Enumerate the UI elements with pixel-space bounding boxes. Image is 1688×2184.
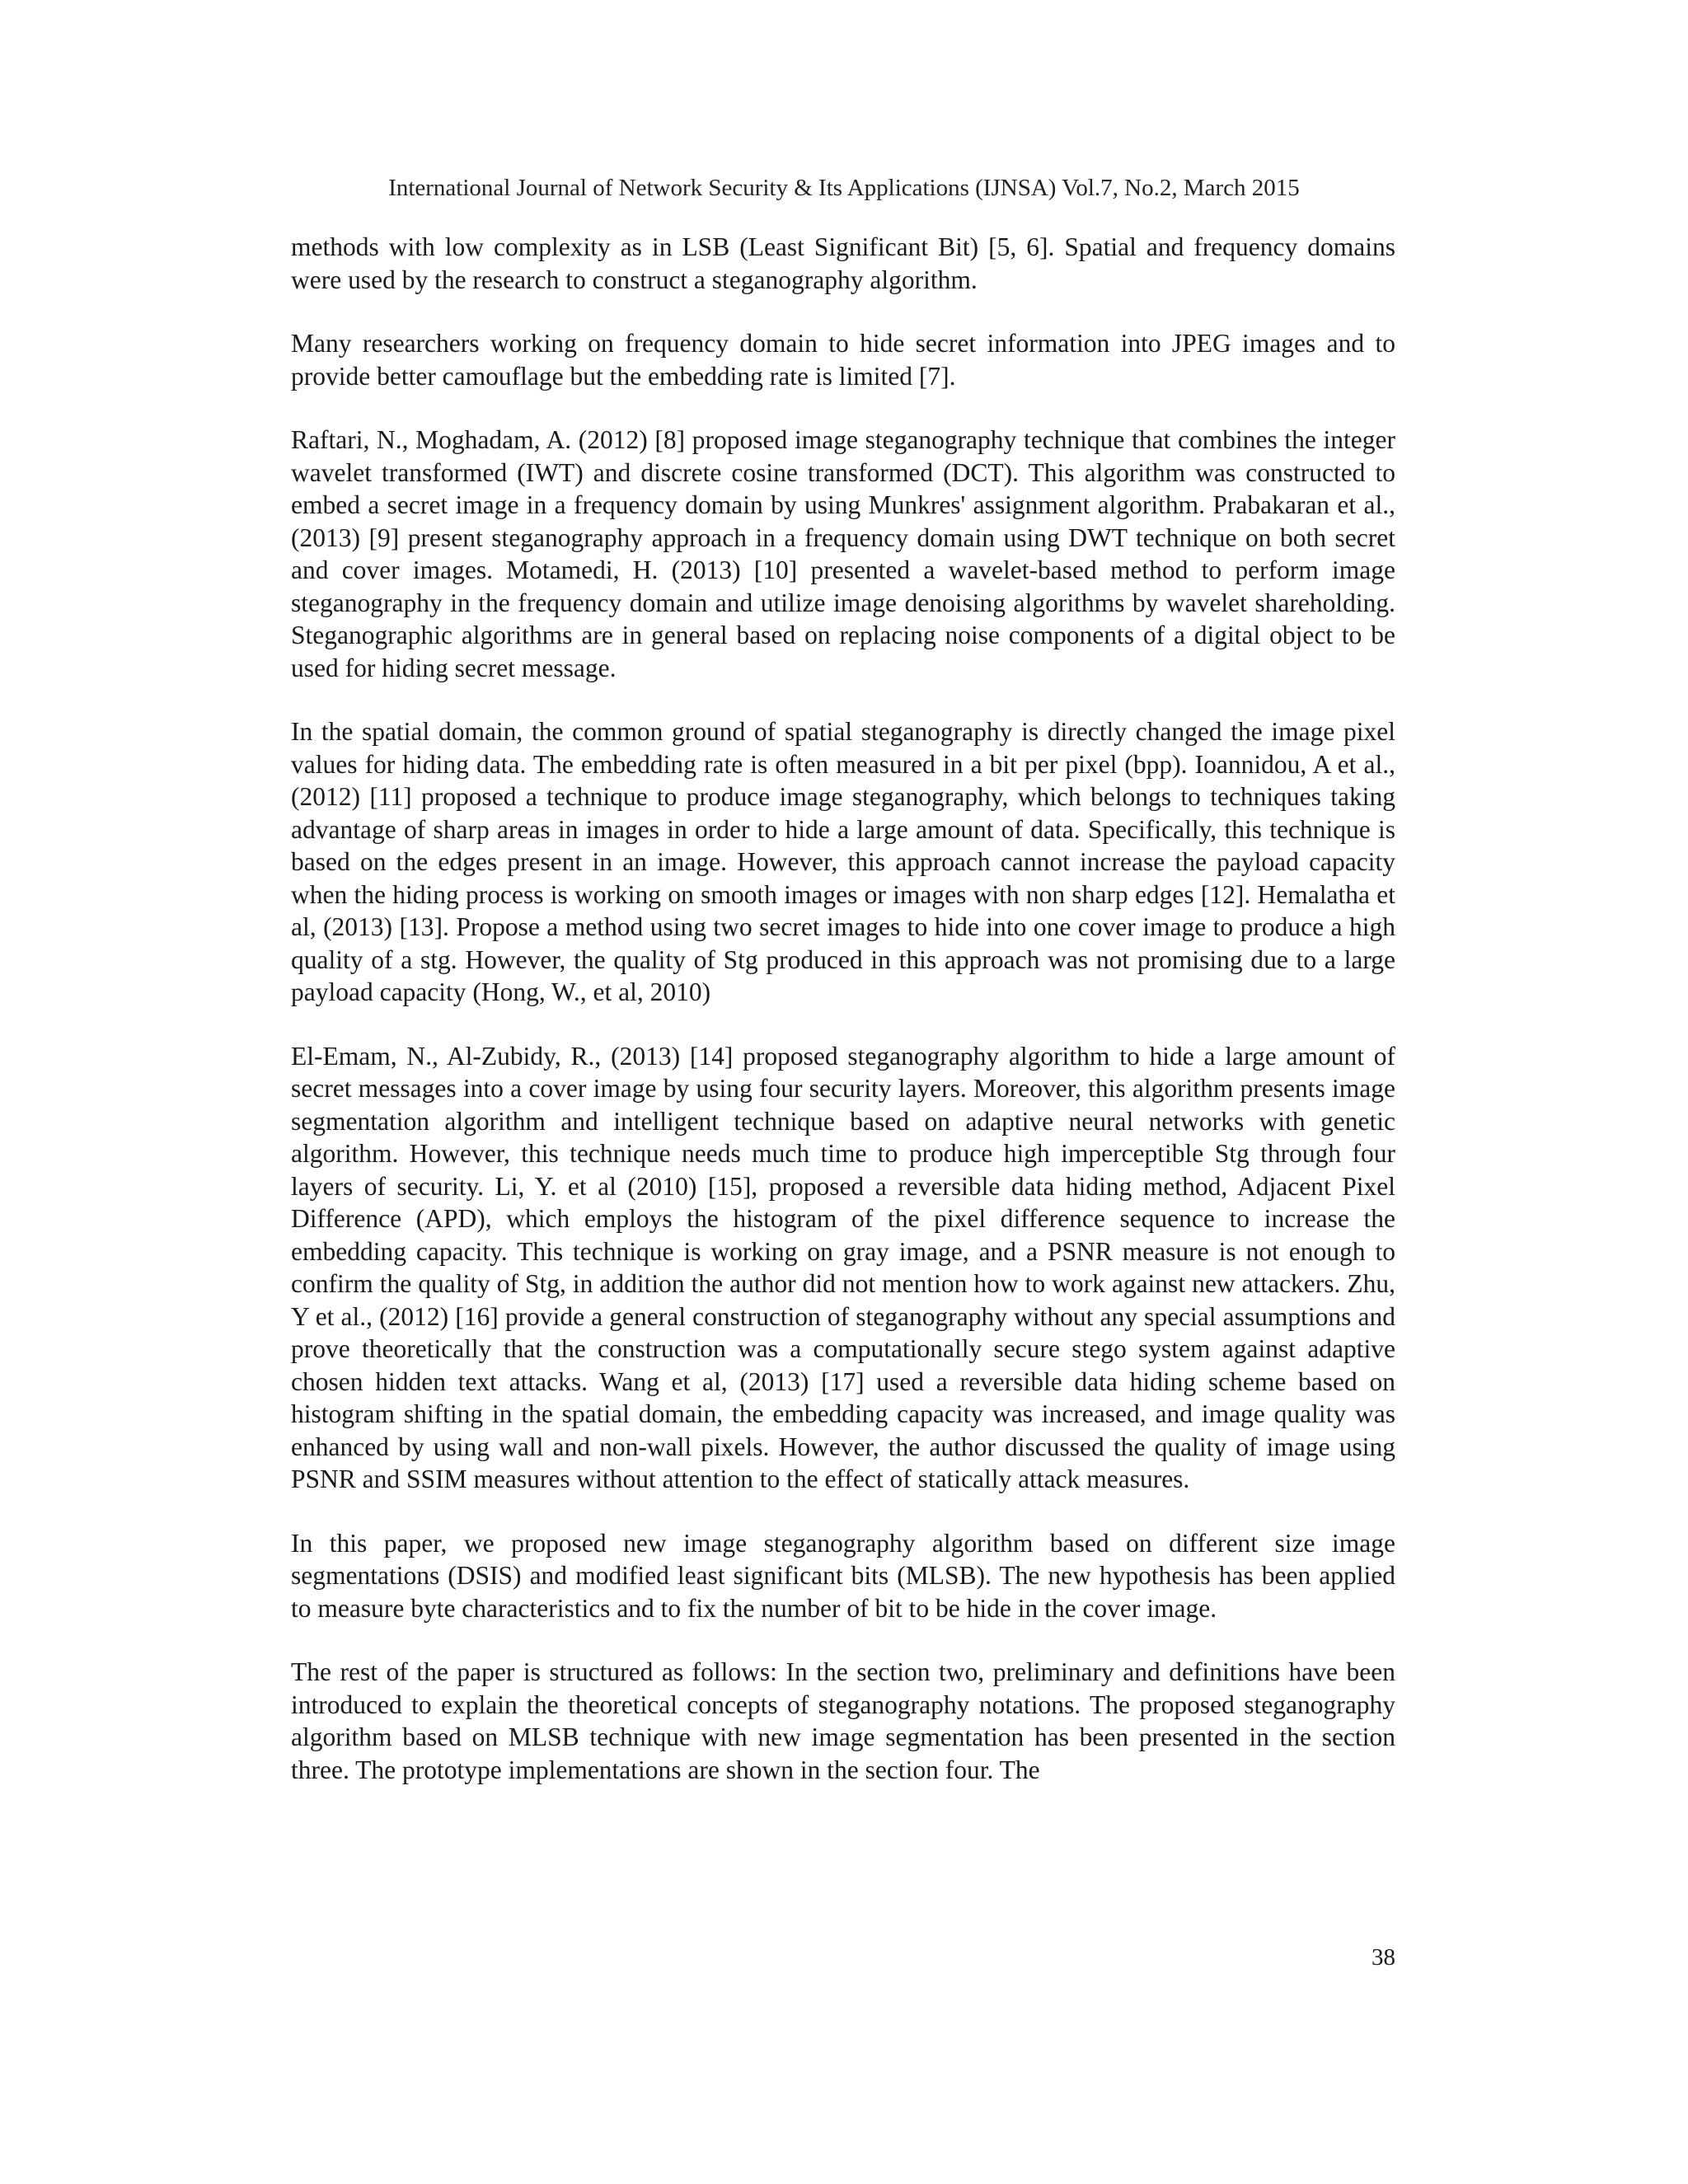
paragraph-lsb-intro: methods with low complexity as in LSB (Least Significant Bit) [5, 6]. Spatial and frequency domains were used by the research to construct a steganography algorithm. — [291, 232, 1395, 294]
paragraph-spatial-domain: In the spatial domain, the common ground of spatial steganography is directly changed the image pixel values for hiding data. The embedding rate is often measured in a bit per pixel (bpp). Ioannidou, A et al., (2012) [11] proposed a technique to produce image steganography, which belongs to techniques taking advantage of sharp areas in images in order to hide a large amount of data. Specifically, this technique is based on the edges present in an image. However, this approach cannot increase the payload capacity when the hiding process is working on smooth images or images with non sharp edges [12]. Hemalatha et al, (2013) [13]. Propose a method using two secret images to hide into one cover image to produce a high quality of a stg. However, the quality of Stg produced in this approach was not promising due to a large payload capacity (Hong, W., et al, 2010) — [291, 717, 1395, 1006]
body-text — [291, 231, 1395, 1817]
running-header: International Journal of Network Security & Its Applications (IJNSA) Vol.7, No.2, March 2015 — [388, 175, 1300, 201]
paragraph-related-work: El-Emam, N., Al-Zubidy, R., (2013) [14] proposed steganography algorithm to hide a large amount of secret messages into a cover image by using four security layers. Moreover, this algorithm presents image segmentation algorithm and intelligent technique based on adaptive neural networks with genetic algorithm. However, this technique needs much time to produce high imperceptible Stg through four layers of security. Li, Y. et al (2010) [15], proposed a reversible data hiding method, Adjacent Pixel Difference (APD), which employs the histogram of the pixel difference sequence to increase the embedding capacity. This technique is working on gray image, and a PSNR measure is not enough to confirm the quality of Stg, in addition the author did not mention how to work against new attackers. Zhu, Y et al., (2012) [16] provide a general construction of steganography without any special assumptions and prove theoretically that the construction was a computationally secure stego system against adaptive chosen hidden text attacks. Wang et al, (2013) [17] used a reversible data hiding scheme based on histogram shifting in the spatial domain, the embedding capacity was increased, and image quality was enhanced by using wall and non-wall pixels. However, the author discussed the quality of image using PSNR and SSIM measures without attention to the effect of statically attack measures. — [291, 1041, 1395, 1493]
paragraph-paper-structure: The rest of the paper is structured as follows: In the section two, preliminary and definitions have been introduced to explain the theoretical concepts of steganography notations. The proposed steganography algorithm based on MLSB technique with new image segmentation has been presented in the section three. The prototype implementations are shown in the section four. The — [291, 1657, 1395, 1784]
paragraph-frequency-methods: Raftari, N., Moghadam, A. (2012) [8] proposed image steganography technique that combines the integer wavelet transformed (IWT) and discrete cosine transformed (DCT). This algorithm was constructed to embed a secret image in a frequency domain by using Munkres' assignment algorithm. Prabakaran et al., (2013) [9] present steganography approach in a frequency domain using DWT technique on both secret and cover images. Motamedi, H. (2013) [10] presented a wavelet-based method to perform image steganography in the frequency domain and utilize image denoising algorithms by wavelet shareholding. Steganographic algorithms are in general based on replacing noise components of a digital object to be used for hiding secret message. — [291, 425, 1395, 682]
page-number: 38 — [1372, 1944, 1395, 1971]
paragraph-frequency-domain: Many researchers working on frequency domain to hide secret information into JPEG images and to provide better camouflage but the embedding rate is limited [7]. — [291, 329, 1395, 391]
paragraph-contribution: In this paper, we proposed new image steganography algorithm based on different size image segmentations (DSIS) and modified least significant bits (MLSB). The new hypothesis has been applied to measure byte characteristics and to fix the number of bit to be hide in the cover image. — [291, 1528, 1395, 1623]
